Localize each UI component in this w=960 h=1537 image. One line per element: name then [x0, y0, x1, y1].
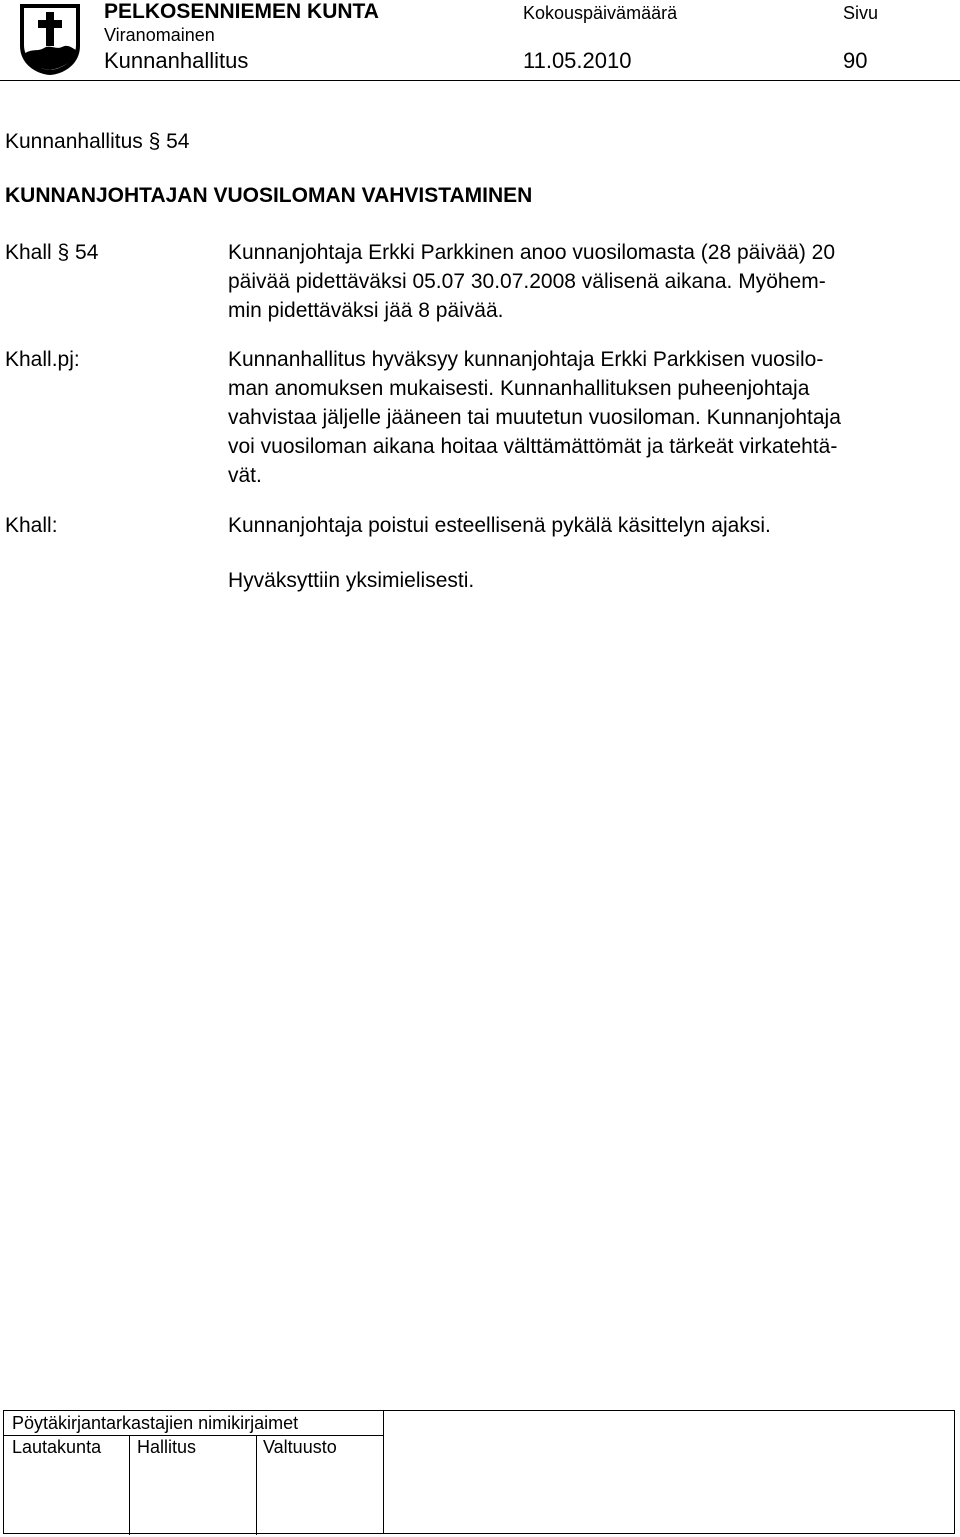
signature-box-separator — [383, 1411, 384, 1533]
organization-name: PELKOSENNIEMEN KUNTA — [104, 0, 379, 23]
text-line: vahvistaa jäljelle jääneen tai muutetun vuosiloman. Kunnanjohtaja — [228, 406, 841, 429]
text-line: Hyväksyttiin yksimielisesti. — [228, 569, 475, 592]
text-line: Kunnanhallitus hyväksyy kunnanjohtaja Erkki Parkkisen vuosilo- — [228, 348, 824, 371]
entry-text — [228, 511, 771, 540]
entry-label: Khall § 54 — [5, 241, 99, 264]
column-label-lautakunta: Lautakunta — [12, 1437, 102, 1457]
page-number-label: Sivu — [843, 3, 879, 23]
section-reference: Kunnanhallitus § 54 — [5, 130, 190, 153]
entry-text — [228, 566, 474, 595]
signature-box-divider — [4, 1435, 383, 1436]
meeting-date: 11.05.2010 — [523, 48, 632, 73]
agency-label: Viranomainen — [104, 25, 215, 45]
entry-text — [228, 238, 835, 325]
page-number: 90 — [843, 48, 868, 73]
signature-box-title: Pöytäkirjantarkastajien nimikirjaimet — [12, 1413, 299, 1433]
text-line: Kunnanjohtaja poistui esteellisenä pykälä käsittelyn ajaksi. — [228, 514, 771, 537]
agency-name: Kunnanhallitus — [104, 48, 249, 73]
header-divider — [0, 80, 960, 81]
signature-box — [3, 1410, 955, 1534]
column-label-hallitus: Hallitus — [137, 1437, 197, 1457]
text-line: man anomuksen mukaisesti. Kunnanhallituksen puheenjohtaja — [228, 377, 810, 400]
text-line: min pidettäväksi jää 8 päivää. — [228, 299, 504, 322]
coat-of-arms-icon — [18, 2, 82, 76]
column-label-valtuusto: Valtuusto — [263, 1437, 337, 1457]
entry-text — [228, 345, 841, 490]
meeting-date-label: Kokouspäivämäärä — [523, 3, 678, 23]
text-line: voi vuosiloman aikana hoitaa välttämättömät ja tärkeät virkatehtä- — [228, 435, 838, 458]
text-line: Kunnanjohtaja Erkki Parkkinen anoo vuosilomasta (28 päivää) 20 — [228, 241, 836, 264]
text-line: päivää pidettäväksi 05.07 30.07.2008 välisenä aikana. Myöhem- — [228, 270, 826, 293]
entry-label: Khall: — [5, 514, 58, 537]
entry-label: Khall.pj: — [5, 348, 80, 371]
column-divider — [256, 1435, 257, 1535]
column-divider — [129, 1435, 130, 1535]
page-title: KUNNANJOHTAJAN VUOSILOMAN VAHVISTAMINEN — [5, 184, 533, 207]
text-line: vät. — [228, 464, 262, 487]
